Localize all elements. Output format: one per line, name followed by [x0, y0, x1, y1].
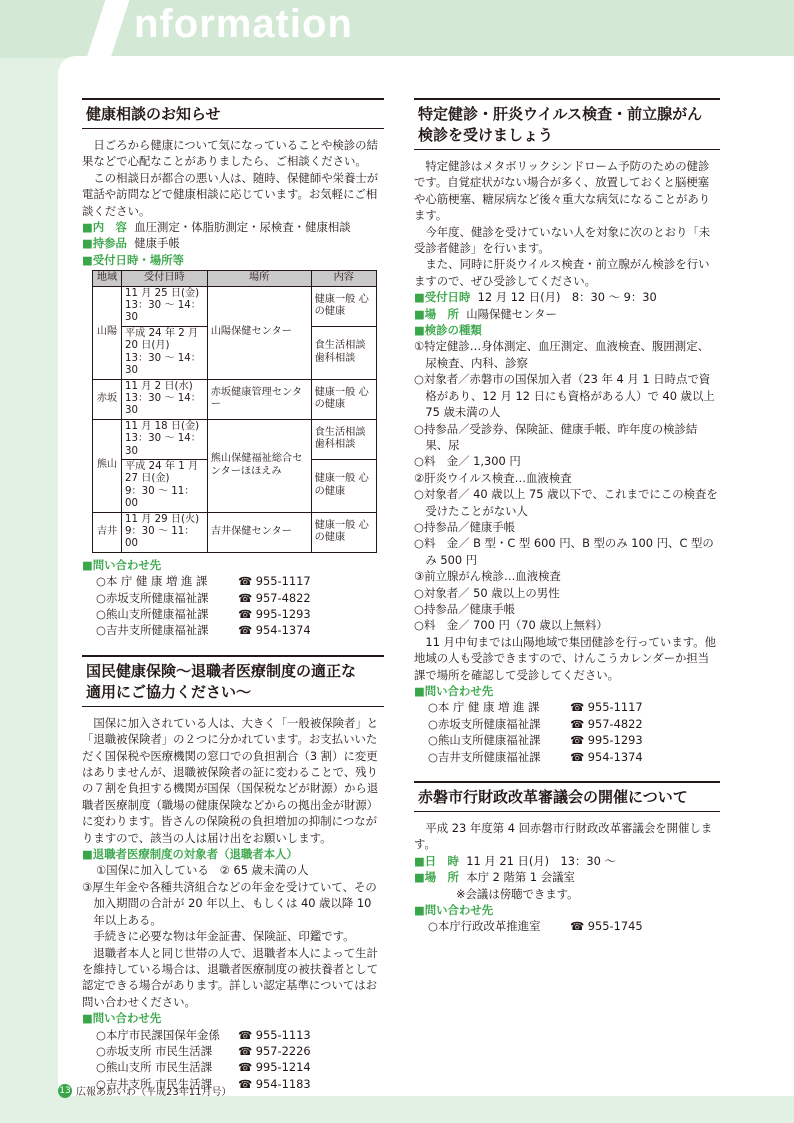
date-value: 11 月 21 日(月) 13：30 ～ [466, 853, 616, 868]
place-label: ■ 場 所 [414, 306, 459, 322]
date: 11 月 18 日(金) [125, 420, 200, 432]
contact-heading [82, 557, 384, 573]
target-item: ①国保に加入している [96, 863, 209, 878]
table-header-row [93, 271, 377, 286]
date: 11 月 29 日(火) [125, 513, 200, 525]
content-cell: 食生活相談 歯科相談 [311, 326, 376, 379]
target-items [82, 862, 384, 878]
date-row [414, 289, 720, 305]
paragraph: 日ごろから健康について気になっていることや検診の結果などで心配なことがありましたら、ご相談ください。 [82, 138, 378, 169]
contact-tel: 957-4822 [255, 590, 311, 605]
contact-name: 赤坂支所 市民生活課 [105, 1043, 213, 1058]
exam-detail: ○料 金／ 700 円（70 歳以上無料） [414, 618, 608, 633]
contact-label: ■ 問い合わせ先 [82, 557, 161, 573]
phone-icon: ☎ [569, 700, 585, 715]
title-line: 適用にご協力ください～ [86, 682, 252, 701]
checkup-section [414, 98, 720, 765]
contact-heading [414, 902, 720, 918]
exam-detail: ○対象者／ 40 歳以上 75 歳以下で、これまでにこの検査を受けたことがない人 [414, 487, 718, 518]
contact-tel: 955-1117 [255, 574, 311, 589]
phone-icon: ☎ [237, 590, 253, 605]
phone-icon: ☎ [237, 1060, 253, 1075]
contact-label: ■ 問い合わせ先 [82, 1010, 161, 1026]
date-value: 12 月 12 日(月) 8：30 ～ 9：30 [477, 290, 657, 305]
contact-tel: 995-1214 [255, 1060, 311, 1075]
contact-name: 吉井支所 市民生活課 [105, 1076, 213, 1091]
time: 9：30 ～ 11：00 [125, 525, 195, 550]
contact-tel: 955-1745 [587, 919, 643, 934]
table-header: 地域 [93, 271, 122, 286]
date-cell [122, 326, 208, 379]
area-cell: 山陽 [93, 286, 122, 379]
target-heading [82, 846, 384, 862]
exam-detail: ○持参品／健康手帳 [414, 519, 516, 534]
area-cell: 赤坂 [93, 379, 122, 419]
contact-item [414, 749, 720, 765]
date-place-row [82, 252, 384, 268]
date-place-label: ■ 受付日時・場所等 [82, 252, 184, 268]
contact-name: 本庁行政改革推進室 [437, 919, 541, 934]
contact-name: 本 庁 健 康 増 進 課 [437, 700, 540, 715]
time: 13：30 ～ 14：30 [125, 392, 201, 417]
content-cell: 健康一般 心の健康 [311, 286, 376, 326]
exam-detail: ○料 金／ 1,300 円 [414, 454, 521, 469]
exam-type: ②肝炎ウイルス検査…血液検査 [414, 470, 572, 485]
content-cell: 食生活相談 歯科相談 [311, 419, 376, 459]
exam-type: ①特定健診…身体測定、血圧測定、血液検査、腹囲測定、尿検査、内科、診察 [414, 339, 709, 370]
paragraph: 特定健診はメタボリックシンドローム予防のための健診です。自覚症状がない場合が多く、放置しておくと脳梗塞や心筋梗塞、糖尿病など後々重大な病気になることがあります。 [414, 159, 711, 223]
date-row [414, 853, 720, 869]
section-title: 健康相談のお知らせ [82, 98, 384, 129]
contact-item [82, 590, 384, 606]
left-column [82, 98, 384, 1092]
phone-icon: ☎ [237, 1076, 253, 1091]
paragraph: 退職者本人と同じ世帯の人で、退職者本人によって生計を維持している場合は、退職者医療制度の被扶養者として認定できる場合があります。詳しい認定基準についてはお問い合わせください。 [82, 945, 379, 1009]
paragraph: また、同時に肝炎ウイルス検査・前立腺がん検診を行いますので、ぜひ受診してください。 [414, 257, 710, 288]
date: 平成 24 年 1 月 27 日(金) [125, 460, 199, 485]
bring-value: 健康手帳 [134, 236, 180, 251]
table-header: 場所 [207, 271, 311, 286]
bullet: ○ [428, 733, 438, 748]
paragraph: この相談日が都合の悪い人は、随時、保健師や栄養士が電話や訪問などで健康相談に応じています。お気軽にご相談ください。 [82, 170, 379, 218]
contact-tel: 957-4822 [587, 716, 643, 731]
paragraph: 今年度、健診を受けていない人を対象に次のとおり「未受診者健診」を行います。 [414, 224, 711, 256]
target-item: ② 65 歳未満の人 [219, 863, 309, 878]
exam-detail: ○対象者／ 50 歳以上の男性 [414, 585, 560, 600]
contact-item [82, 1027, 384, 1043]
contact-item [82, 1059, 384, 1075]
title-line: 検診を受けましょう [418, 126, 554, 144]
contact-name: 熊山支所健康福祉課 [105, 607, 209, 621]
table-row [93, 512, 377, 552]
exam-detail: ○持参品／受診券、保険証、健康手帳、昨年度の検診結果、尿 [414, 421, 698, 452]
contact-item [82, 606, 384, 622]
date-label: ■ 受付日時 [414, 289, 470, 305]
place-cell: 吉井保健センター [207, 512, 311, 552]
exam-detail: ○対象者／赤磐市の国保加入者（23 年 4 月 1 日時点で資格があり、12 月 12 日にも資格がある人）で 40 歳以上 75 歳未満の人 [414, 372, 715, 420]
contact-item [414, 699, 720, 715]
phone-icon: ☎ [237, 1043, 253, 1058]
paragraph: 国保に加入されている人は、大きく「一般被保険者」と「退職被保険者」の２つに分かれています。お支払いいただく国保税や医療機関の窓口での負担割合（3 割）に変更はありませんが、退職被保険者の証に変わることで、残りの７割を負担する機関が国保（国保税などが財源）から退職者医療制度（職場の健康保険などからの拠出金が財源）に変わります。皆さんの保険税の負担増加の抑制につながりますので、該当の人は届け出をお願いします。 [82, 715, 379, 845]
bullet: ○ [96, 574, 106, 589]
section-title [414, 98, 720, 150]
time: 13：30 ～ 14：30 [125, 433, 201, 457]
section-title: 赤磐市行財政改革審議会の開催について [414, 781, 720, 812]
contact-tel: 995-1293 [255, 607, 311, 621]
date-label: ■ 日 時 [414, 853, 459, 869]
contact-tel: 954-1374 [587, 749, 643, 764]
date-cell [122, 286, 208, 326]
contact-name: 本庁市民課国保年金係 [105, 1027, 220, 1042]
bring-label: ■ 持参品 [82, 235, 127, 251]
area-cell: 吉井 [93, 512, 122, 552]
time: 9：30 ～ 11：00 [125, 485, 195, 510]
header-title: nformation [134, 2, 353, 46]
contact-tel: 955-1113 [255, 1027, 311, 1042]
contact-label: ■ 問い合わせ先 [414, 683, 493, 699]
bullet: ○ [428, 749, 438, 764]
bullet: ○ [428, 716, 438, 731]
place-cell: 熊山保健福祉総合センターほほえみ [207, 419, 311, 512]
contact-name: 本 庁 健 康 増 進 課 [105, 574, 208, 589]
note: ※会議は傍聴できます。 [456, 886, 579, 901]
place-cell: 赤坂健康管理センター [207, 379, 311, 419]
date-cell [122, 419, 208, 459]
exam-detail: ○持参品／健康手帳 [414, 601, 516, 616]
contact-tel: 954-1183 [255, 1076, 311, 1091]
time: 13：30 ～ 14：30 [125, 300, 201, 324]
contact-item [414, 918, 720, 934]
health-consult-section [82, 98, 384, 639]
content-label: ■ 内 容 [82, 219, 127, 235]
contact-tel: 995-1293 [587, 733, 643, 748]
publication-name: 広報あかいわ（平成23年11月号） [76, 1087, 232, 1098]
right-column [414, 98, 720, 935]
phone-icon: ☎ [569, 919, 585, 934]
bullet: ○ [96, 623, 106, 638]
phone-icon: ☎ [569, 716, 585, 731]
table-header: 内容 [311, 271, 376, 286]
bullet: ○ [96, 590, 106, 605]
paragraph: 11 月中旬までは山陽地域で集団健診を行っています。他地域の人も受診できますので、けんこうカレンダーか担当課で場所を確認して受診してください。 [414, 634, 716, 682]
contact-item [82, 573, 384, 589]
contact-tel: 954-1374 [255, 623, 311, 638]
paragraph: 平成 23 年度第 4 回赤磐市行財政改革審議会を開催します。 [414, 821, 713, 852]
page-number: 13 [59, 1085, 71, 1096]
place-row [414, 306, 720, 322]
title-line: 特定健診・肝炎ウイルス検査・前立腺がん [418, 105, 703, 123]
contact-heading [82, 1010, 384, 1026]
bullet: ○ [428, 919, 438, 934]
date-cell [122, 379, 208, 419]
bullet: ○ [96, 1027, 106, 1042]
phone-icon: ☎ [569, 749, 585, 764]
table-header: 受付日時 [122, 271, 208, 286]
contact-item [82, 622, 384, 638]
schedule-table [92, 270, 377, 553]
bullet: ○ [96, 1076, 106, 1091]
date-cell [122, 459, 208, 512]
exam-detail: ○料 金／ B 型・C 型 600 円、B 型のみ 100 円、C 型のみ 500 円 [414, 536, 714, 567]
phone-icon: ☎ [237, 623, 253, 638]
content-cell: 健康一般 心の健康 [311, 379, 376, 419]
table-row [93, 286, 377, 326]
place-row [414, 869, 720, 885]
phone-icon: ☎ [237, 574, 253, 589]
title-line: 国民健康保険～退職者医療制度の適正な [86, 661, 357, 680]
phone-icon: ☎ [237, 607, 253, 621]
content-cell: 健康一般 心の健康 [311, 512, 376, 552]
date: 11 月 25 日(金) [125, 287, 200, 299]
contact-name: 熊山支所健康福祉課 [437, 733, 541, 748]
contact-item [414, 716, 720, 732]
contact-name: 吉井支所健康福祉課 [437, 749, 541, 764]
place-value: 山陽保健センター [466, 306, 557, 321]
time: 13：30 ～ 14：30 [125, 352, 201, 377]
insurance-section [82, 655, 384, 1092]
content-row [82, 219, 384, 235]
place-cell: 山陽保健センター [207, 286, 311, 379]
table-row [93, 419, 377, 459]
contact-name: 熊山支所 市民生活課 [105, 1060, 213, 1075]
contact-heading [414, 683, 720, 699]
contact-name: 赤坂支所健康福祉課 [105, 590, 209, 605]
exam-type: ③前立腺がん検診…血液検査 [414, 569, 561, 584]
bullet: ○ [96, 607, 106, 621]
contact-name: 吉井支所健康福祉課 [105, 623, 209, 638]
date: 平成 24 年 2 月 20 日(月) [125, 327, 199, 352]
table-row [93, 379, 377, 419]
bullet: ○ [96, 1060, 106, 1075]
page-footer [58, 1083, 231, 1098]
date-cell [122, 512, 208, 552]
content-value: 血圧測定・体脂肪測定・尿検査・健康相談 [134, 220, 351, 235]
target-item: ③厚生年金や各種共済組合などの年金を受けていて、その加入期間の合計が 20 年以上、もしくは 40 歳以降 10 年以上ある。 [82, 879, 377, 927]
contact-item [414, 732, 720, 748]
target-label: ■ 退職者医療制度の対象者（退職者本人） [82, 846, 298, 862]
contact-tel: 957-2226 [255, 1043, 311, 1058]
types-heading [414, 322, 720, 338]
bring-row [82, 235, 384, 251]
paragraph: 手続きに必要な物は年金証書、保険証、印鑑です。 [93, 929, 355, 944]
place-label: ■ 場 所 [414, 869, 459, 885]
place-value: 本庁 2 階第 1 会議室 [466, 870, 575, 885]
bullet: ○ [428, 700, 438, 715]
phone-icon: ☎ [237, 1027, 253, 1042]
contact-item [82, 1043, 384, 1059]
date: 11 月 2 日(水) [125, 380, 193, 392]
section-title [82, 655, 384, 707]
contact-label: ■ 問い合わせ先 [414, 902, 493, 918]
bullet: ○ [96, 1043, 106, 1058]
contact-tel: 955-1117 [587, 700, 643, 715]
types-label: ■ 検診の種類 [414, 322, 482, 338]
phone-icon: ☎ [569, 733, 585, 748]
area-cell: 熊山 [93, 419, 122, 512]
content-cell: 健康一般 心の健康 [311, 459, 376, 512]
contact-name: 赤坂支所健康福祉課 [437, 716, 541, 731]
council-section [414, 781, 720, 935]
